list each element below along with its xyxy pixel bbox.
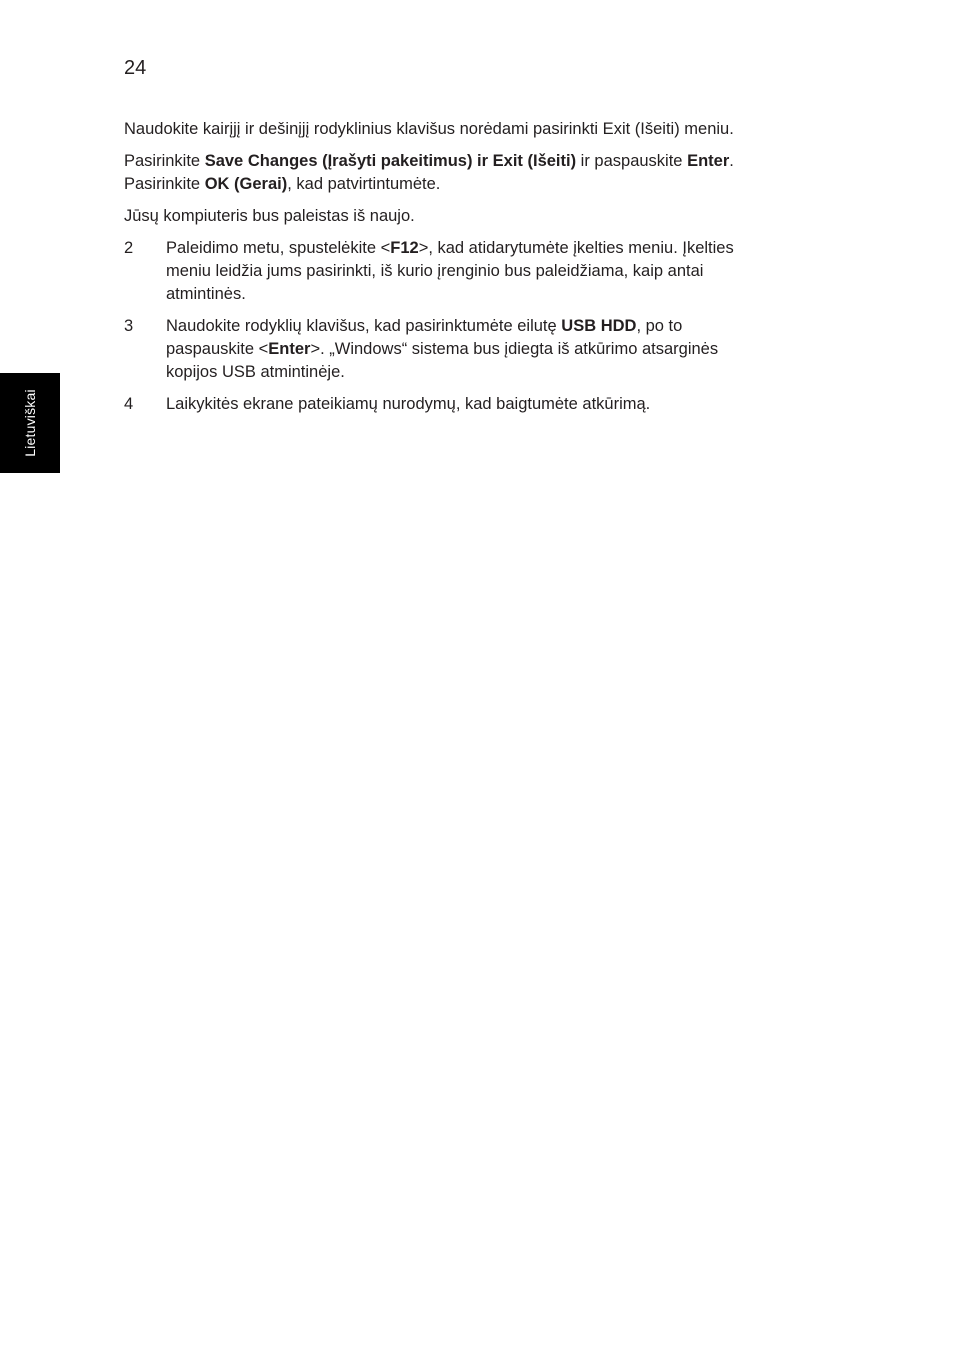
bold-text: Enter	[687, 152, 730, 170]
text-run: Paleidimo metu, spustelėkite <	[166, 239, 391, 257]
step-item	[124, 393, 824, 416]
step-line	[166, 393, 824, 416]
step-list	[124, 237, 824, 416]
bold-text: USB HDD	[561, 317, 637, 335]
step-number: 3	[124, 317, 134, 335]
paragraph-line	[124, 118, 824, 141]
language-side-tab	[0, 373, 60, 473]
paragraph	[124, 205, 824, 228]
text-run: ir paspauskite	[576, 152, 688, 170]
step-text	[166, 315, 824, 384]
step-item	[124, 315, 824, 384]
language-side-tab-label: Lietuviškai	[22, 389, 38, 457]
text-run: kopijos USB atmintinėje.	[166, 363, 345, 381]
text-run: Pasirinkite	[124, 175, 205, 193]
paragraph-line	[124, 173, 824, 196]
text-run: >. „Windows“ sistema bus įdiegta iš atkūrimo atsarginės	[310, 340, 719, 358]
paragraph	[124, 150, 824, 196]
step-text	[166, 393, 824, 416]
step-number: 4	[124, 395, 134, 413]
bold-text: OK (Gerai)	[204, 175, 288, 193]
text-run: Naudokite rodyklių klavišus, kad pasirinktumėte eilutę	[166, 317, 562, 335]
step-line	[166, 315, 824, 338]
page-content	[124, 118, 824, 425]
text-run: Laikykitės ekrane pateikiamų nurodymų, kad baigtumėte atkūrimą.	[166, 395, 651, 413]
step-line	[166, 237, 824, 260]
text-run: Naudokite kairįjį ir dešinįjį rodyklinius klavišus norėdami pasirinkti Exit (Išeiti) meniu.	[124, 120, 734, 138]
step-line	[166, 361, 824, 384]
text-run: Pasirinkite	[124, 152, 205, 170]
step-line	[166, 338, 824, 361]
bold-text: Enter	[268, 340, 311, 358]
step-number: 2	[124, 239, 134, 257]
step-text	[166, 237, 824, 306]
page-number: 24	[124, 57, 147, 79]
text-run: Jūsų kompiuteris bus paleistas iš naujo.	[124, 207, 415, 225]
text-run: paspauskite <	[166, 340, 269, 358]
bold-text: Save Changes (Įrašyti pakeitimus) ir Exit (Išeiti)	[204, 152, 577, 170]
step-line	[166, 260, 824, 283]
paragraph-line	[124, 205, 824, 228]
step-item	[124, 237, 824, 306]
intro-paragraphs	[124, 118, 824, 228]
text-run: >, kad atidarytumėte įkelties meniu. Įkelties	[418, 239, 734, 257]
text-run: .	[729, 152, 734, 170]
text-run: , kad patvirtintumėte.	[287, 175, 441, 193]
paragraph	[124, 118, 824, 141]
step-line	[166, 283, 824, 306]
bold-text: F12	[390, 239, 419, 257]
text-run: atmintinės.	[166, 285, 246, 303]
paragraph-line	[124, 150, 824, 173]
text-run: meniu leidžia jums pasirinkti, iš kurio įrenginio bus paleidžiama, kaip antai	[166, 262, 704, 280]
text-run: , po to	[636, 317, 683, 335]
